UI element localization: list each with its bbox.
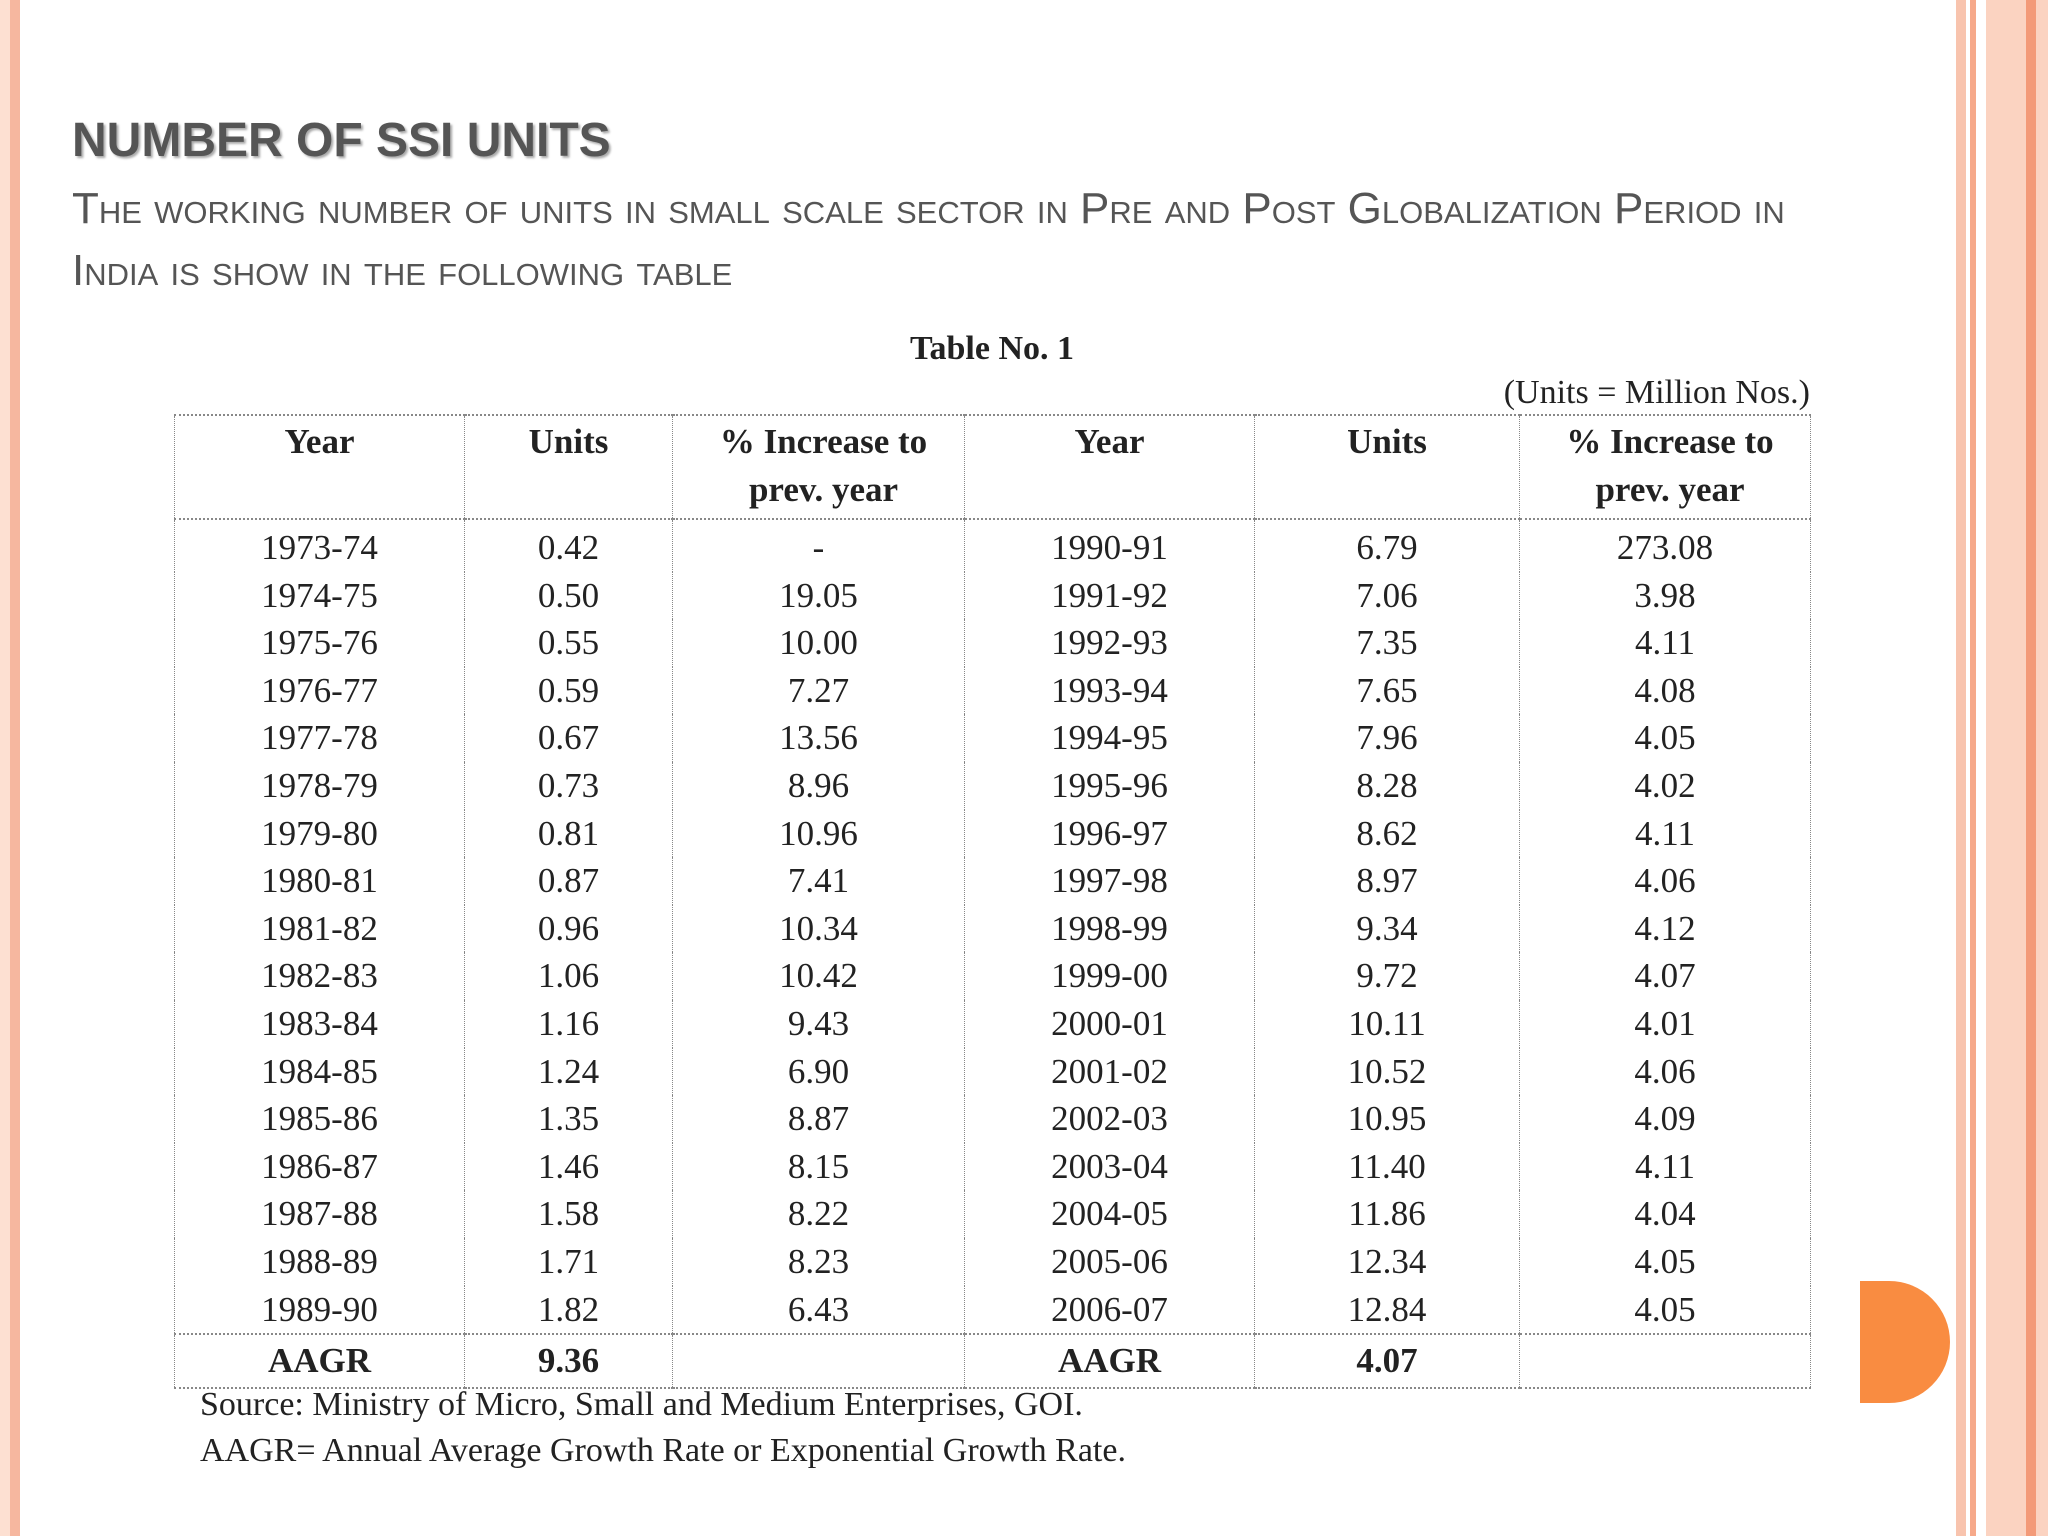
left-decorative-border xyxy=(0,0,20,1536)
ssi-units-table xyxy=(174,414,1811,1389)
cell-units: 6.79 xyxy=(1255,519,1520,572)
table-body xyxy=(175,519,1811,1334)
cell-year: 1978-79 xyxy=(175,762,465,810)
cell-units: 11.40 xyxy=(1255,1143,1520,1191)
cell-increase: 7.41 xyxy=(673,857,965,905)
cell-year: 1982-83 xyxy=(175,952,465,1000)
cell-year: 1979-80 xyxy=(175,810,465,858)
cell-increase: 8.23 xyxy=(673,1238,965,1286)
cell-year: 1991-92 xyxy=(965,572,1255,620)
cell-units: 7.96 xyxy=(1255,714,1520,762)
header-year: Year xyxy=(175,415,465,519)
table-row xyxy=(175,762,1811,810)
cell-units: 0.87 xyxy=(465,857,673,905)
cell-units: 12.34 xyxy=(1255,1238,1520,1286)
table-row xyxy=(175,1095,1811,1143)
cell-increase: 8.87 xyxy=(673,1095,965,1143)
cell-increase: 273.08 xyxy=(1520,519,1811,572)
right-stripe xyxy=(2026,0,2036,1536)
cell-increase: 13.56 xyxy=(673,714,965,762)
cell-units: 0.55 xyxy=(465,619,673,667)
cell-year: 1980-81 xyxy=(175,857,465,905)
header-units: Units xyxy=(465,415,673,519)
cell-units: 10.52 xyxy=(1255,1048,1520,1096)
cell-units: 1.82 xyxy=(465,1286,673,1335)
table-header-row xyxy=(175,415,1811,519)
cell-units: 1.71 xyxy=(465,1238,673,1286)
cell-year: 1998-99 xyxy=(965,905,1255,953)
cell-year: 1994-95 xyxy=(965,714,1255,762)
cell-units: 7.65 xyxy=(1255,667,1520,715)
header-units: Units xyxy=(1255,415,1520,519)
table-row xyxy=(175,572,1811,620)
cell-increase: - xyxy=(673,519,965,572)
cell-units: 0.67 xyxy=(465,714,673,762)
table-row xyxy=(175,1048,1811,1096)
cell-units: 1.35 xyxy=(465,1095,673,1143)
cell-units: 1.24 xyxy=(465,1048,673,1096)
cell-units: 1.16 xyxy=(465,1000,673,1048)
cell-increase: 3.98 xyxy=(1520,572,1811,620)
source-note: Source: Ministry of Micro, Small and Medium Enterprises, GOI. xyxy=(200,1386,1083,1423)
cell-increase: 8.96 xyxy=(673,762,965,810)
orange-circle-decoration xyxy=(1860,1281,1950,1403)
table-row xyxy=(175,905,1811,953)
footer-label: AAGR xyxy=(965,1334,1255,1388)
cell-increase: 8.22 xyxy=(673,1190,965,1238)
cell-year: 1976-77 xyxy=(175,667,465,715)
aagr-note: AAGR= Annual Average Growth Rate or Exponential Growth Rate. xyxy=(200,1432,1126,1469)
cell-units: 7.06 xyxy=(1255,572,1520,620)
cell-increase: 7.27 xyxy=(673,667,965,715)
cell-increase: 4.05 xyxy=(1520,714,1811,762)
table-row xyxy=(175,714,1811,762)
cell-year: 1997-98 xyxy=(965,857,1255,905)
cell-year: 1990-91 xyxy=(965,519,1255,572)
cell-year: 2005-06 xyxy=(965,1238,1255,1286)
cell-increase: 4.02 xyxy=(1520,762,1811,810)
cell-units: 8.28 xyxy=(1255,762,1520,810)
header-increase: % Increase to prev. year xyxy=(1520,415,1811,519)
right-decorative-border xyxy=(1956,0,2048,1536)
cell-increase: 4.04 xyxy=(1520,1190,1811,1238)
cell-units: 8.62 xyxy=(1255,810,1520,858)
cell-increase: 10.42 xyxy=(673,952,965,1000)
cell-units: 1.58 xyxy=(465,1190,673,1238)
cell-year: 1974-75 xyxy=(175,572,465,620)
cell-year: 1986-87 xyxy=(175,1143,465,1191)
cell-increase: 10.00 xyxy=(673,619,965,667)
cell-year: 1984-85 xyxy=(175,1048,465,1096)
cell-year: 1993-94 xyxy=(965,667,1255,715)
cell-year: 1996-97 xyxy=(965,810,1255,858)
table-row xyxy=(175,519,1811,572)
table-row xyxy=(175,1143,1811,1191)
cell-units: 8.97 xyxy=(1255,857,1520,905)
cell-year: 2001-02 xyxy=(965,1048,1255,1096)
cell-units: 0.96 xyxy=(465,905,673,953)
right-stripe xyxy=(2036,0,2048,1536)
table-row xyxy=(175,810,1811,858)
cell-increase: 8.15 xyxy=(673,1143,965,1191)
cell-units: 9.72 xyxy=(1255,952,1520,1000)
cell-increase: 4.07 xyxy=(1520,952,1811,1000)
cell-units: 1.06 xyxy=(465,952,673,1000)
cell-year: 2003-04 xyxy=(965,1143,1255,1191)
footer-value: 9.36 xyxy=(465,1334,673,1388)
cell-year: 1981-82 xyxy=(175,905,465,953)
cell-year: 1995-96 xyxy=(965,762,1255,810)
cell-increase: 4.11 xyxy=(1520,1143,1811,1191)
table-row xyxy=(175,619,1811,667)
right-stripe xyxy=(1970,0,1976,1536)
table-row xyxy=(175,1286,1811,1335)
cell-increase: 4.05 xyxy=(1520,1238,1811,1286)
cell-year: 1989-90 xyxy=(175,1286,465,1335)
table-row xyxy=(175,667,1811,715)
cell-increase: 4.06 xyxy=(1520,857,1811,905)
cell-year: 2002-03 xyxy=(965,1095,1255,1143)
cell-increase: 4.12 xyxy=(1520,905,1811,953)
cell-increase: 4.06 xyxy=(1520,1048,1811,1096)
table-row xyxy=(175,952,1811,1000)
cell-year: 1977-78 xyxy=(175,714,465,762)
cell-increase: 4.01 xyxy=(1520,1000,1811,1048)
header-increase: % Increase to prev. year xyxy=(673,415,965,519)
footer-value: 4.07 xyxy=(1255,1334,1520,1388)
cell-year: 2000-01 xyxy=(965,1000,1255,1048)
table-footer-row xyxy=(175,1334,1811,1388)
header-year: Year xyxy=(965,415,1255,519)
footer-empty xyxy=(673,1334,965,1388)
cell-increase: 4.05 xyxy=(1520,1286,1811,1335)
cell-increase: 4.11 xyxy=(1520,810,1811,858)
table-row xyxy=(175,857,1811,905)
cell-increase: 4.11 xyxy=(1520,619,1811,667)
cell-increase: 4.09 xyxy=(1520,1095,1811,1143)
cell-year: 1999-00 xyxy=(965,952,1255,1000)
cell-year: 2006-07 xyxy=(965,1286,1255,1335)
table-row xyxy=(175,1190,1811,1238)
cell-increase: 6.90 xyxy=(673,1048,965,1096)
cell-year: 1983-84 xyxy=(175,1000,465,1048)
right-stripe xyxy=(1986,0,2026,1536)
cell-units: 11.86 xyxy=(1255,1190,1520,1238)
cell-year: 2004-05 xyxy=(965,1190,1255,1238)
table-row xyxy=(175,1000,1811,1048)
cell-increase: 4.08 xyxy=(1520,667,1811,715)
cell-increase: 10.96 xyxy=(673,810,965,858)
cell-increase: 19.05 xyxy=(673,572,965,620)
footer-empty xyxy=(1520,1334,1811,1388)
cell-year: 1975-76 xyxy=(175,619,465,667)
cell-units: 1.46 xyxy=(465,1143,673,1191)
cell-year: 1987-88 xyxy=(175,1190,465,1238)
cell-units: 0.73 xyxy=(465,762,673,810)
slide-title: NUMBER OF SSI UNITS xyxy=(72,114,611,167)
cell-increase: 10.34 xyxy=(673,905,965,953)
units-note: (Units = Million Nos.) xyxy=(1503,374,1810,411)
slide-subtitle: The working number of units in small scale sector in Pre and Post Globalization Period in India is show in the following table xyxy=(72,184,1785,295)
cell-units: 0.59 xyxy=(465,667,673,715)
table-caption: Table No. 1 xyxy=(909,330,1075,367)
cell-units: 0.50 xyxy=(465,572,673,620)
cell-year: 1988-89 xyxy=(175,1238,465,1286)
cell-increase: 9.43 xyxy=(673,1000,965,1048)
cell-units: 12.84 xyxy=(1255,1286,1520,1335)
cell-increase: 6.43 xyxy=(673,1286,965,1335)
cell-year: 1992-93 xyxy=(965,619,1255,667)
cell-units: 10.95 xyxy=(1255,1095,1520,1143)
cell-year: 1973-74 xyxy=(175,519,465,572)
footer-label: AAGR xyxy=(175,1334,465,1388)
cell-units: 0.42 xyxy=(465,519,673,572)
table-row xyxy=(175,1238,1811,1286)
cell-year: 1985-86 xyxy=(175,1095,465,1143)
right-stripe xyxy=(1956,0,1966,1536)
cell-units: 9.34 xyxy=(1255,905,1520,953)
cell-units: 0.81 xyxy=(465,810,673,858)
cell-units: 7.35 xyxy=(1255,619,1520,667)
table-notes xyxy=(200,1382,1800,1474)
cell-units: 10.11 xyxy=(1255,1000,1520,1048)
